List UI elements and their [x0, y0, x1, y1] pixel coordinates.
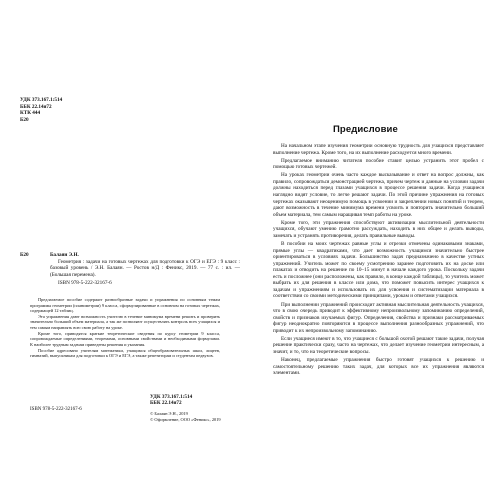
ktk-line: КТК 444 [20, 110, 41, 117]
preface-paragraph: В пособии на моих чертежах равные углы и отрезки отмечены одинаковыми знаками, прямые углы — квадратиками, что дает возможность учащимся значительно быстрее ориентироваться в условиях задачи. Большинство задач предназначено в качестве устных упражнений. Учитель может по своему усмотрению заранее подготовить их на доске или плакатах и отводить на решение по 10–15 минут в начале каждого урока. Поскольку задачи есть и посложнее (они расположены, как правило, в конце каждой таблицы), то учитель может выбрать их для решения в классе или дома, что поможет повысить интерес учащихся к задачам и упражнениям и использовать их для усвоения и систематизации материала в соответствии со своими методическими принципами, урокам и ответами учащихся. [273, 241, 484, 300]
udk-line: УДК 373.167.1:514 [150, 394, 193, 400]
right-page [250, 0, 500, 500]
bbk-line: ББК 22.14я72 [20, 103, 52, 110]
copyright-publisher: © Оформление, ООО «Феникс», 2019 [150, 416, 221, 422]
udk-line: УДК 373.167.1:514 [20, 97, 63, 103]
preface-paragraph: Предлагаемое вниманию читателя пособие ставит целью устранить этот пробел с помощью готовых чертежей. [273, 157, 484, 171]
preface-paragraph: Если учащиеся имеют в то, что учащиеся с большой охотой решают такие задачи, получая решение практически сразу, часто на чертежах, что делает изучение геометрии интересным, а значит, и то, что на теоретические вопросы. [273, 335, 484, 355]
preface-title: Предисловие [333, 124, 398, 135]
preface-paragraph: На начальном этапе изучения геометрии основную трудность для учащихся представляет выполнение чертежа. Кроме того, на их выполнение расходуется много времени. [273, 143, 484, 156]
udk-classification-bottom [150, 394, 192, 407]
annotation-paragraph: Предлагаемое пособие содержит разнообразные задачи и упражнения по основным темам программы геометрии (планиметрии) 9 класса, сформулированные в основном на готовых чертежах, содержащей 12 таблиц. [30, 297, 220, 313]
preface-body [273, 143, 484, 378]
copyright-author: © Балаян Э.Н., 2019 [150, 411, 188, 416]
annotation-paragraph: Эта упражнения дают возможность учителю в течение минимума времени решить и проверить значительно больший объем материала, а так же позволяют осуществлять контроль всех учащихся и тем самым направлять всю свою работу на уроке. [30, 313, 220, 330]
author-mark-line: Б20 [20, 116, 29, 123]
annotation-paragraph: Пособие адресовано учителям математики, учащимся общеобразовательных школ, лицеев, гимназий, выпускникам для подготовки к ОГЭ и ЕГЭ, а также репетиторам и студентам педвузов. [30, 347, 220, 359]
copyright-block [150, 411, 221, 423]
preface-paragraph: Кроме того, эти упражнения способствуют активизации мыслительной деятельности учащихся, обучают умению грамотно рассуждать, находить в них общее и делать выводы, замечать и устранять противоречия, делать правильные выводы. [273, 219, 484, 239]
annotation-paragraph: Кроме того, приводятся краткие теоретические сведения по курсу геометрии 9 класса, сопровождаемые определениями, теоремами, основными свойствами и необходимыми формулами. К наиболее трудным задачам приведены решения и указания. [30, 330, 220, 347]
bbk-line: ББК 22.14я72 [150, 400, 182, 407]
catalog-code: Б20 [20, 252, 29, 258]
udk-classification-top [20, 97, 62, 123]
catalog-author: Балаян Э.Н. [50, 252, 79, 258]
isbn-line: ISBN 978-5-222-32167-6 [30, 407, 82, 412]
book-annotation [30, 297, 220, 359]
preface-paragraph: При выполнении упражнений происходит активная мыслительная деятельность учащихся, что в свою очередь приводит к эффективному непроизвольному запоминанию определений, свойств и признаков изучаемых фигур. Определения, свойства и признаки рассматриваемых фигур неоднократно повторяются в процессе выполнения разнообразных упражнений, что приводит к их непроизвольному запоминанию. [273, 301, 484, 334]
catalog-isbn: ISBN 978-5-222-32167-6 [58, 280, 112, 286]
preface-paragraph: На уроках геометрии очень часто каждое высказывание и ответ на вопрос должны, как правило, сопровождаться демонстрацией чертежа, причем чертеж и данные на условии задачи должны находиться перед глазами учащихся в процессе решения задачи. Когда учащиеся наглядно видят условие, то легче решают задачи. По этой причине упражнения на готовых чертежах оказывают неоценимую помощь в усвоении и закреплении новых понятий и теорем, дают возможность в течение минимума времени усвоить и повторить значительно больший объем материала, тем самым наращивая темп работы на уроке. [273, 172, 484, 218]
preface-paragraph: Наконец, предлагаемые упражнения быстро готовят учащихся к решению и самостоятельному решению таких задач, для которых все их упражнения являются элементами. [273, 357, 484, 377]
catalog-description: Геометрия : задачи на готовых чертежах для подготовки к ОГЭ и ЕГЭ : 9 класс : базовый уровень / Э.Н. Балаян. — Ростов н/Д : Феникс, 2019. — 77 с. : ил. — (Большая перемена). [50, 259, 240, 278]
